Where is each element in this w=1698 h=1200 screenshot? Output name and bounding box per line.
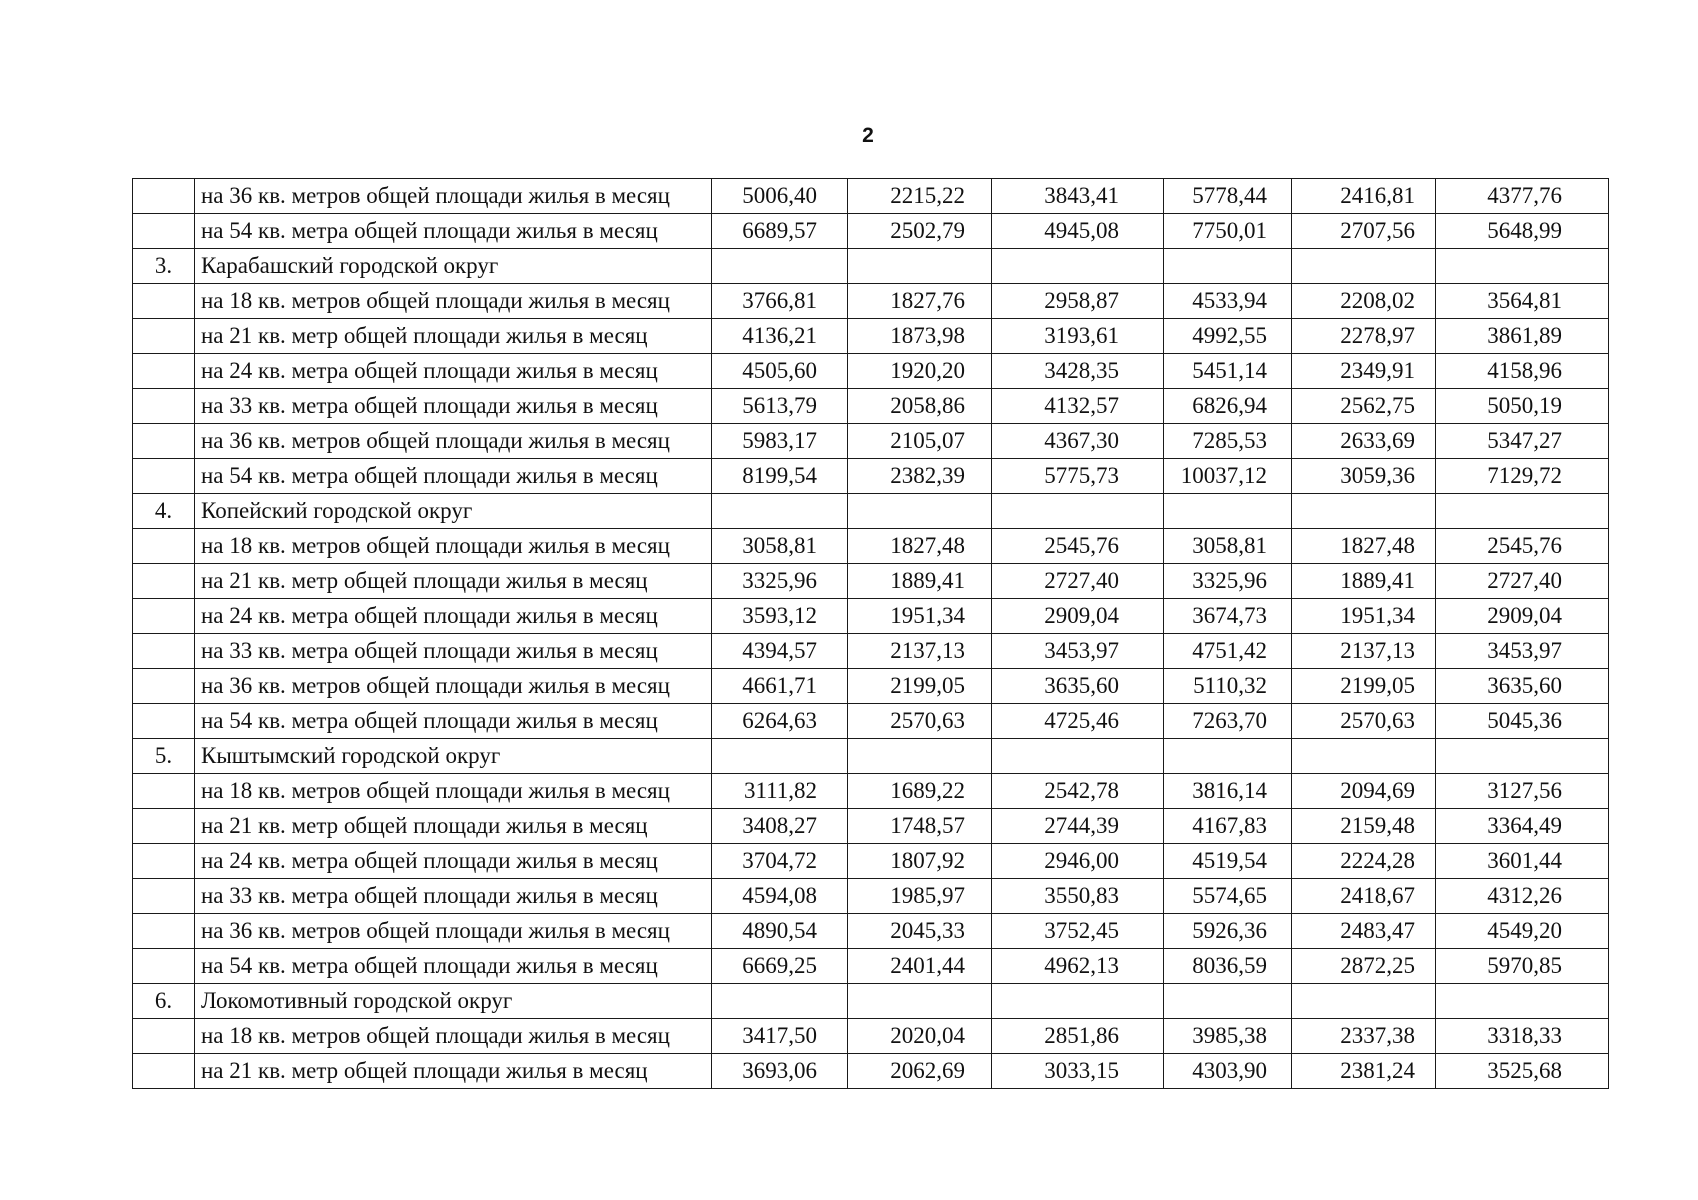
section-row bbox=[133, 494, 1609, 529]
value-cell: 2094,69 bbox=[1292, 774, 1436, 809]
value-cell: 3408,27 bbox=[712, 809, 848, 844]
value-cell: 3325,96 bbox=[1164, 564, 1292, 599]
row-number-cell bbox=[133, 949, 195, 984]
value-cell: 3417,50 bbox=[712, 1019, 848, 1054]
norm-label-cell: на 18 кв. метров общей площади жилья в месяц bbox=[195, 774, 712, 809]
value-cell: 2946,00 bbox=[992, 844, 1164, 879]
value-cell: 3111,82 bbox=[712, 774, 848, 809]
value-cell: 2199,05 bbox=[1292, 669, 1436, 704]
value-cell bbox=[1292, 494, 1436, 529]
value-cell: 4394,57 bbox=[712, 634, 848, 669]
norm-label-cell: на 21 кв. метр общей площади жилья в месяц bbox=[195, 1054, 712, 1089]
norm-label-cell: на 54 кв. метра общей площади жилья в месяц bbox=[195, 949, 712, 984]
value-cell: 4377,76 bbox=[1436, 179, 1609, 214]
norm-label-cell: на 54 кв. метра общей площади жилья в месяц bbox=[195, 704, 712, 739]
table-row bbox=[133, 389, 1609, 424]
norm-label-cell: на 36 кв. метров общей площади жилья в месяц bbox=[195, 669, 712, 704]
value-cell: 2909,04 bbox=[1436, 599, 1609, 634]
value-cell: 4519,54 bbox=[1164, 844, 1292, 879]
table-row bbox=[133, 949, 1609, 984]
row-number-cell: 6. bbox=[133, 984, 195, 1019]
row-number-cell bbox=[133, 214, 195, 249]
value-cell: 1920,20 bbox=[848, 354, 992, 389]
value-cell: 2562,75 bbox=[1292, 389, 1436, 424]
table-row bbox=[133, 284, 1609, 319]
row-number-cell bbox=[133, 389, 195, 424]
value-cell: 4167,83 bbox=[1164, 809, 1292, 844]
value-cell: 7750,01 bbox=[1164, 214, 1292, 249]
value-cell: 7263,70 bbox=[1164, 704, 1292, 739]
value-cell bbox=[712, 739, 848, 774]
value-cell: 3593,12 bbox=[712, 599, 848, 634]
value-cell: 3550,83 bbox=[992, 879, 1164, 914]
row-number-cell: 5. bbox=[133, 739, 195, 774]
value-cell bbox=[848, 984, 992, 1019]
section-row bbox=[133, 739, 1609, 774]
value-cell: 3635,60 bbox=[992, 669, 1164, 704]
value-cell: 3059,36 bbox=[1292, 459, 1436, 494]
value-cell: 1951,34 bbox=[848, 599, 992, 634]
value-cell: 3428,35 bbox=[992, 354, 1164, 389]
value-cell: 2542,78 bbox=[992, 774, 1164, 809]
value-cell: 4594,08 bbox=[712, 879, 848, 914]
value-cell bbox=[1436, 739, 1609, 774]
table-row bbox=[133, 669, 1609, 704]
value-cell: 4505,60 bbox=[712, 354, 848, 389]
value-cell: 3752,45 bbox=[992, 914, 1164, 949]
value-cell: 1951,34 bbox=[1292, 599, 1436, 634]
value-cell bbox=[848, 249, 992, 284]
value-cell: 5574,65 bbox=[1164, 879, 1292, 914]
value-cell bbox=[1292, 249, 1436, 284]
value-cell: 2872,25 bbox=[1292, 949, 1436, 984]
row-number-cell bbox=[133, 354, 195, 389]
row-number-cell: 3. bbox=[133, 249, 195, 284]
value-cell: 4136,21 bbox=[712, 319, 848, 354]
value-cell: 2418,67 bbox=[1292, 879, 1436, 914]
value-cell: 2337,38 bbox=[1292, 1019, 1436, 1054]
value-cell: 2851,86 bbox=[992, 1019, 1164, 1054]
value-cell bbox=[1164, 494, 1292, 529]
row-number-cell bbox=[133, 599, 195, 634]
section-row bbox=[133, 984, 1609, 1019]
norm-label-cell: на 54 кв. метра общей площади жилья в месяц bbox=[195, 214, 712, 249]
value-cell: 4725,46 bbox=[992, 704, 1164, 739]
table-row bbox=[133, 354, 1609, 389]
municipality-name-cell: Копейский городской округ bbox=[195, 494, 712, 529]
table-row bbox=[133, 844, 1609, 879]
value-cell: 1873,98 bbox=[848, 319, 992, 354]
row-number-cell bbox=[133, 179, 195, 214]
value-cell: 4945,08 bbox=[992, 214, 1164, 249]
norm-label-cell: на 33 кв. метра общей площади жилья в месяц bbox=[195, 879, 712, 914]
value-cell: 4533,94 bbox=[1164, 284, 1292, 319]
value-cell: 3816,14 bbox=[1164, 774, 1292, 809]
row-number-cell bbox=[133, 879, 195, 914]
section-row bbox=[133, 249, 1609, 284]
table-row bbox=[133, 564, 1609, 599]
value-cell: 10037,12 bbox=[1164, 459, 1292, 494]
value-cell: 5451,14 bbox=[1164, 354, 1292, 389]
norm-label-cell: на 33 кв. метра общей площади жилья в месяц bbox=[195, 389, 712, 424]
value-cell: 3453,97 bbox=[1436, 634, 1609, 669]
value-cell: 2137,13 bbox=[848, 634, 992, 669]
value-cell: 2224,28 bbox=[1292, 844, 1436, 879]
row-number-cell bbox=[133, 424, 195, 459]
value-cell bbox=[1164, 984, 1292, 1019]
norm-label-cell: на 18 кв. метров общей площади жилья в месяц bbox=[195, 284, 712, 319]
value-cell: 2570,63 bbox=[1292, 704, 1436, 739]
page-number: 2 bbox=[862, 124, 874, 147]
value-cell: 1889,41 bbox=[848, 564, 992, 599]
value-cell: 2058,86 bbox=[848, 389, 992, 424]
value-cell: 2707,56 bbox=[1292, 214, 1436, 249]
value-cell: 3453,97 bbox=[992, 634, 1164, 669]
value-cell: 4962,13 bbox=[992, 949, 1164, 984]
value-cell: 2483,47 bbox=[1292, 914, 1436, 949]
norm-label-cell: на 18 кв. метров общей площади жилья в месяц bbox=[195, 1019, 712, 1054]
value-cell: 2401,44 bbox=[848, 949, 992, 984]
value-cell: 2349,91 bbox=[1292, 354, 1436, 389]
table-row bbox=[133, 914, 1609, 949]
value-cell: 1827,48 bbox=[848, 529, 992, 564]
value-cell: 1689,22 bbox=[848, 774, 992, 809]
norm-label-cell: на 21 кв. метр общей площади жилья в месяц bbox=[195, 319, 712, 354]
value-cell: 2045,33 bbox=[848, 914, 992, 949]
table-row bbox=[133, 774, 1609, 809]
norm-label-cell: на 24 кв. метра общей площади жилья в месяц bbox=[195, 599, 712, 634]
value-cell: 3564,81 bbox=[1436, 284, 1609, 319]
value-cell: 2199,05 bbox=[848, 669, 992, 704]
value-cell: 3674,73 bbox=[1164, 599, 1292, 634]
value-cell: 2633,69 bbox=[1292, 424, 1436, 459]
value-cell: 6264,63 bbox=[712, 704, 848, 739]
value-cell: 2909,04 bbox=[992, 599, 1164, 634]
value-cell: 2570,63 bbox=[848, 704, 992, 739]
value-cell bbox=[1436, 494, 1609, 529]
value-cell: 2381,24 bbox=[1292, 1054, 1436, 1089]
value-cell: 1748,57 bbox=[848, 809, 992, 844]
row-number-cell bbox=[133, 844, 195, 879]
value-cell: 5926,36 bbox=[1164, 914, 1292, 949]
value-cell bbox=[992, 494, 1164, 529]
table-row bbox=[133, 529, 1609, 564]
value-cell bbox=[712, 249, 848, 284]
value-cell: 5970,85 bbox=[1436, 949, 1609, 984]
value-cell: 5050,19 bbox=[1436, 389, 1609, 424]
value-cell: 3635,60 bbox=[1436, 669, 1609, 704]
row-number-cell bbox=[133, 1019, 195, 1054]
table-row bbox=[133, 179, 1609, 214]
value-cell: 3318,33 bbox=[1436, 1019, 1609, 1054]
table-row bbox=[133, 599, 1609, 634]
row-number-cell bbox=[133, 564, 195, 599]
value-cell: 3058,81 bbox=[1164, 529, 1292, 564]
table-body bbox=[133, 179, 1609, 1089]
value-cell bbox=[712, 494, 848, 529]
value-cell: 4303,90 bbox=[1164, 1054, 1292, 1089]
value-cell: 4158,96 bbox=[1436, 354, 1609, 389]
table-row bbox=[133, 809, 1609, 844]
value-cell: 4367,30 bbox=[992, 424, 1164, 459]
value-cell: 7285,53 bbox=[1164, 424, 1292, 459]
value-cell bbox=[992, 739, 1164, 774]
value-cell: 3861,89 bbox=[1436, 319, 1609, 354]
value-cell: 3058,81 bbox=[712, 529, 848, 564]
table-row bbox=[133, 879, 1609, 914]
value-cell: 1827,76 bbox=[848, 284, 992, 319]
norm-label-cell: на 36 кв. метров общей площади жилья в месяц bbox=[195, 179, 712, 214]
value-cell: 4890,54 bbox=[712, 914, 848, 949]
value-cell bbox=[712, 984, 848, 1019]
value-cell: 2545,76 bbox=[1436, 529, 1609, 564]
value-cell: 2105,07 bbox=[848, 424, 992, 459]
value-cell: 3985,38 bbox=[1164, 1019, 1292, 1054]
value-cell: 5983,17 bbox=[712, 424, 848, 459]
value-cell: 4132,57 bbox=[992, 389, 1164, 424]
table-row bbox=[133, 704, 1609, 739]
value-cell: 2545,76 bbox=[992, 529, 1164, 564]
value-cell bbox=[1164, 739, 1292, 774]
value-cell: 3193,61 bbox=[992, 319, 1164, 354]
value-cell: 5110,32 bbox=[1164, 669, 1292, 704]
value-cell: 2727,40 bbox=[1436, 564, 1609, 599]
value-cell: 3843,41 bbox=[992, 179, 1164, 214]
value-cell: 2215,22 bbox=[848, 179, 992, 214]
table-row bbox=[133, 319, 1609, 354]
row-number-cell bbox=[133, 669, 195, 704]
value-cell: 3525,68 bbox=[1436, 1054, 1609, 1089]
norm-label-cell: на 18 кв. метров общей площади жилья в месяц bbox=[195, 529, 712, 564]
value-cell: 3693,06 bbox=[712, 1054, 848, 1089]
row-number-cell bbox=[133, 774, 195, 809]
value-cell: 4661,71 bbox=[712, 669, 848, 704]
row-number-cell bbox=[133, 459, 195, 494]
value-cell: 3601,44 bbox=[1436, 844, 1609, 879]
norm-label-cell: на 54 кв. метра общей площади жилья в месяц bbox=[195, 459, 712, 494]
value-cell: 5648,99 bbox=[1436, 214, 1609, 249]
value-cell: 2958,87 bbox=[992, 284, 1164, 319]
value-cell: 2727,40 bbox=[992, 564, 1164, 599]
value-cell bbox=[848, 494, 992, 529]
value-cell: 8036,59 bbox=[1164, 949, 1292, 984]
value-cell: 2159,48 bbox=[1292, 809, 1436, 844]
table-row bbox=[133, 459, 1609, 494]
value-cell: 2208,02 bbox=[1292, 284, 1436, 319]
value-cell: 5006,40 bbox=[712, 179, 848, 214]
value-cell: 1985,97 bbox=[848, 879, 992, 914]
value-cell: 2137,13 bbox=[1292, 634, 1436, 669]
value-cell: 8199,54 bbox=[712, 459, 848, 494]
table-row bbox=[133, 424, 1609, 459]
value-cell: 3127,56 bbox=[1436, 774, 1609, 809]
row-number-cell bbox=[133, 1054, 195, 1089]
value-cell bbox=[1292, 984, 1436, 1019]
housing-cost-table bbox=[132, 178, 1609, 1089]
value-cell bbox=[1292, 739, 1436, 774]
row-number-cell bbox=[133, 634, 195, 669]
value-cell: 5775,73 bbox=[992, 459, 1164, 494]
value-cell: 3364,49 bbox=[1436, 809, 1609, 844]
row-number-cell bbox=[133, 809, 195, 844]
value-cell: 5778,44 bbox=[1164, 179, 1292, 214]
value-cell: 1889,41 bbox=[1292, 564, 1436, 599]
value-cell: 3033,15 bbox=[992, 1054, 1164, 1089]
value-cell: 7129,72 bbox=[1436, 459, 1609, 494]
value-cell: 2020,04 bbox=[848, 1019, 992, 1054]
value-cell: 6689,57 bbox=[712, 214, 848, 249]
norm-label-cell: на 33 кв. метра общей площади жилья в месяц bbox=[195, 634, 712, 669]
norm-label-cell: на 21 кв. метр общей площади жилья в месяц bbox=[195, 809, 712, 844]
norm-label-cell: на 36 кв. метров общей площади жилья в месяц bbox=[195, 914, 712, 949]
value-cell bbox=[1436, 984, 1609, 1019]
value-cell: 2062,69 bbox=[848, 1054, 992, 1089]
row-number-cell bbox=[133, 704, 195, 739]
value-cell: 2416,81 bbox=[1292, 179, 1436, 214]
norm-label-cell: на 36 кв. метров общей площади жилья в месяц bbox=[195, 424, 712, 459]
value-cell bbox=[992, 984, 1164, 1019]
value-cell: 3704,72 bbox=[712, 844, 848, 879]
value-cell: 6826,94 bbox=[1164, 389, 1292, 424]
norm-label-cell: на 24 кв. метра общей площади жилья в месяц bbox=[195, 844, 712, 879]
value-cell: 2278,97 bbox=[1292, 319, 1436, 354]
table-row bbox=[133, 634, 1609, 669]
value-cell: 2382,39 bbox=[848, 459, 992, 494]
value-cell: 4312,26 bbox=[1436, 879, 1609, 914]
value-cell: 3325,96 bbox=[712, 564, 848, 599]
table-row bbox=[133, 1054, 1609, 1089]
value-cell bbox=[1436, 249, 1609, 284]
value-cell bbox=[992, 249, 1164, 284]
norm-label-cell: на 24 кв. метра общей площади жилья в месяц bbox=[195, 354, 712, 389]
value-cell: 4751,42 bbox=[1164, 634, 1292, 669]
value-cell bbox=[1164, 249, 1292, 284]
value-cell bbox=[848, 739, 992, 774]
value-cell: 4549,20 bbox=[1436, 914, 1609, 949]
municipality-name-cell: Карабашский городской округ bbox=[195, 249, 712, 284]
municipality-name-cell: Локомотивный городской округ bbox=[195, 984, 712, 1019]
value-cell: 1827,48 bbox=[1292, 529, 1436, 564]
row-number-cell: 4. bbox=[133, 494, 195, 529]
value-cell: 3766,81 bbox=[712, 284, 848, 319]
value-cell: 5347,27 bbox=[1436, 424, 1609, 459]
norm-label-cell: на 21 кв. метр общей площади жилья в месяц bbox=[195, 564, 712, 599]
value-cell: 6669,25 bbox=[712, 949, 848, 984]
value-cell: 2744,39 bbox=[992, 809, 1164, 844]
value-cell: 4992,55 bbox=[1164, 319, 1292, 354]
value-cell: 1807,92 bbox=[848, 844, 992, 879]
row-number-cell bbox=[133, 914, 195, 949]
table-row bbox=[133, 1019, 1609, 1054]
row-number-cell bbox=[133, 529, 195, 564]
table-row bbox=[133, 214, 1609, 249]
value-cell: 2502,79 bbox=[848, 214, 992, 249]
value-cell: 5045,36 bbox=[1436, 704, 1609, 739]
municipality-name-cell: Кыштымский городской округ bbox=[195, 739, 712, 774]
row-number-cell bbox=[133, 319, 195, 354]
value-cell: 5613,79 bbox=[712, 389, 848, 424]
row-number-cell bbox=[133, 284, 195, 319]
